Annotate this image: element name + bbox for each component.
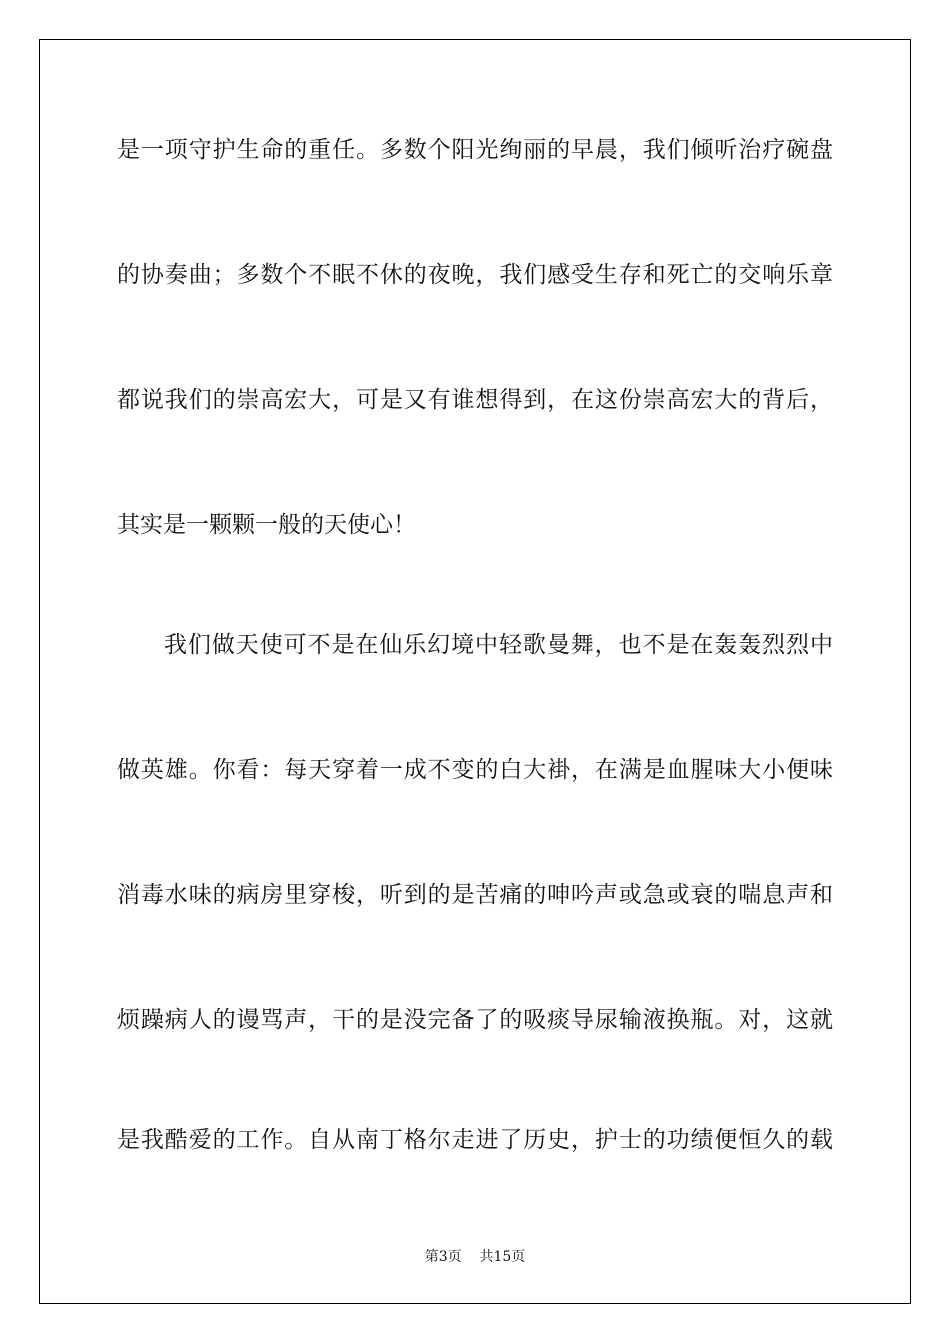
text-line-5: 我们做天使可不是在仙乐幻境中轻歌曼舞，也不是在轰轰烈烈中 <box>164 632 833 658</box>
text-line-4: 其实是一颗颗一般的天使心！ <box>117 512 416 538</box>
text-line-2: 的协奏曲；多数个不眠不休的夜晚，我们感受生存和死亡的交响乐章 <box>117 262 833 288</box>
text-line-6: 做英雄。你看：每天穿着一成不变的白大褂，在满是血腥味大小便味 <box>117 757 833 783</box>
text-line-3: 都说我们的崇高宏大，可是又有谁想得到，在这份崇高宏大的背后， <box>117 387 833 413</box>
text-line-9: 是我酷爱的工作。自从南丁格尔走进了历史，护士的功绩便恒久的载 <box>117 1127 833 1153</box>
text-line-7: 消毒水味的病房里穿梭，听到的是苦痛的呻吟声或急或衰的喘息声和 <box>117 882 833 908</box>
text-line-8: 烦躁病人的谩骂声，干的是没完备了的吸痰导尿输液换瓶。对，这就 <box>117 1007 833 1033</box>
text-line-1: 是一项守护生命的重任。多数个阳光绚丽的早晨，我们倾听治疗碗盘 <box>117 137 833 163</box>
page-border <box>39 39 911 1304</box>
page-number-footer: 第3页 共15页 <box>424 1249 526 1265</box>
